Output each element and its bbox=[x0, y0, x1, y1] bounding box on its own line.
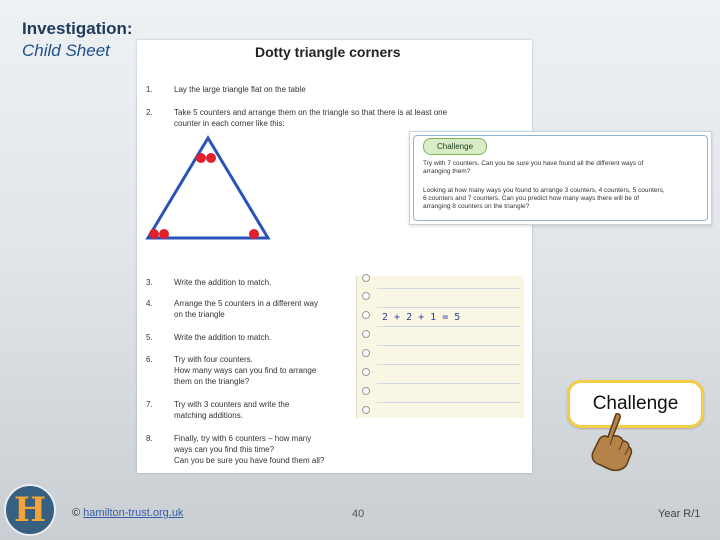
copyright-symbol: © bbox=[72, 507, 81, 519]
challenge-text-line: 6 counters and 7 counters. Can you predict how many ways there will be of bbox=[423, 195, 640, 202]
binder-hole-icon bbox=[362, 330, 370, 338]
triangle-diagram bbox=[140, 134, 280, 244]
copyright bbox=[72, 507, 183, 519]
title-line-1: Investigation: bbox=[22, 19, 133, 38]
step-text: Lay the large triangle flat on the table bbox=[174, 85, 306, 94]
challenge-text-line: Looking at how many ways you found to arrange 3 counters, 4 counters, 5 counters, bbox=[423, 187, 665, 194]
challenge-text-line: arranging 8 counters on the triangle? bbox=[423, 203, 530, 210]
step-text: Try with 3 counters and write the bbox=[174, 400, 290, 409]
binder-hole-icon bbox=[362, 349, 370, 357]
year-group: Year R/1 bbox=[658, 508, 701, 520]
handwritten-sum: 2 + 2 + 1 = 5 bbox=[382, 312, 461, 323]
ruled-line bbox=[377, 345, 520, 346]
counter bbox=[196, 153, 206, 163]
challenge-text-line: arranging them? bbox=[423, 168, 471, 175]
step-text: them on the triangle? bbox=[174, 377, 250, 386]
binder-hole-icon bbox=[362, 368, 370, 376]
binder-hole-icon bbox=[362, 274, 370, 282]
ruled-line bbox=[377, 307, 520, 308]
pointing-hand-icon bbox=[586, 412, 634, 472]
challenge-text-2 bbox=[423, 187, 703, 211]
step-text: counter in each corner like this: bbox=[174, 119, 285, 128]
step-text: Try with four counters. bbox=[174, 355, 253, 364]
step-text: ways can you find this time? bbox=[174, 445, 275, 454]
triangle-outline bbox=[148, 138, 268, 238]
ruled-line bbox=[377, 288, 520, 289]
ruled-line bbox=[377, 383, 520, 384]
step-text: Finally, try with 6 counters – how many bbox=[174, 434, 312, 443]
binder-hole-icon bbox=[362, 406, 370, 414]
challenge-card-label: Challenge bbox=[423, 138, 487, 155]
step-text: Take 5 counters and arrange them on the triangle so that there is at least one bbox=[174, 108, 448, 117]
binder-hole-icon bbox=[362, 292, 370, 300]
binder-hole-icon bbox=[362, 387, 370, 395]
step-text: Can you be sure you have found them all? bbox=[174, 456, 325, 465]
worksheet-title: Dotty triangle corners bbox=[255, 44, 401, 60]
ruled-line bbox=[377, 402, 520, 403]
step-number: 4. bbox=[146, 299, 153, 308]
logo-letter: H bbox=[13, 490, 47, 530]
step-number: 2. bbox=[146, 108, 153, 117]
counter bbox=[206, 153, 216, 163]
answer-lines bbox=[356, 276, 524, 418]
challenge-text-line: Try with 7 counters. Can you be sure you have found all the different ways of bbox=[423, 160, 644, 167]
step-number: 6. bbox=[146, 355, 153, 364]
ruled-line bbox=[377, 326, 520, 327]
step-text: on the triangle bbox=[174, 310, 225, 319]
step-text: Arrange the 5 counters in a different way bbox=[174, 299, 318, 308]
counter bbox=[149, 229, 159, 239]
counter bbox=[159, 229, 169, 239]
hamilton-logo bbox=[4, 484, 56, 536]
page-number: 40 bbox=[352, 508, 365, 520]
title-line-2: Child Sheet bbox=[22, 41, 110, 60]
step-number: 3. bbox=[146, 278, 153, 287]
binder-hole-icon bbox=[362, 311, 370, 319]
step-number: 1. bbox=[146, 85, 153, 94]
step-number: 7. bbox=[146, 400, 153, 409]
website-link[interactable]: hamilton-trust.org.uk bbox=[83, 507, 184, 519]
challenge-button[interactable]: Challenge bbox=[567, 380, 704, 428]
step-text: How many ways can you find to arrange bbox=[174, 366, 317, 375]
step-text: Write the addition to match. bbox=[174, 333, 272, 342]
slide-title bbox=[22, 18, 133, 62]
ruled-line bbox=[377, 364, 520, 365]
challenge-text-1 bbox=[423, 160, 703, 176]
step-text: Write the addition to match. bbox=[174, 278, 272, 287]
step-number: 5. bbox=[146, 333, 153, 342]
counter bbox=[249, 229, 259, 239]
step-text: matching additions. bbox=[174, 411, 243, 420]
step-number: 8. bbox=[146, 434, 153, 443]
